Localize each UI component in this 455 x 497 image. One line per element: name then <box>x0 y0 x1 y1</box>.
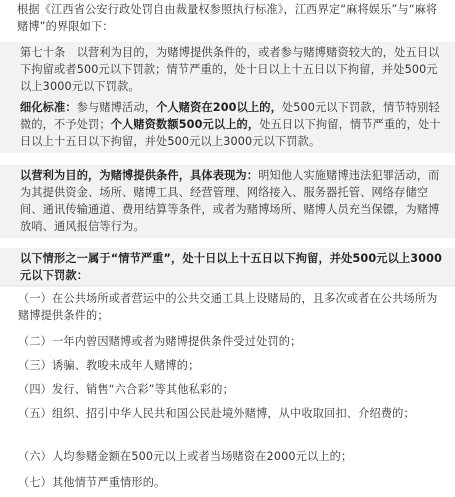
detail-bold-2: 个人赌资数额500元以上的， <box>110 118 260 131</box>
detail-standard-block <box>0 97 455 153</box>
article-70-text: 第七十条 以营利为目的，为赌博提供条件的，或者参与赌博赌资较大的，处五日以下拘留或者500元以下罚款；情节严重的，处十日以上十五日以下拘留，并处500元以上3000元以下罚款。 <box>20 46 440 93</box>
item-2: （二）一年内曾因赌博或者为赌博提供条件受过处罚的； <box>18 335 302 348</box>
item-6: （六）人均参赌金额在500元以上或者当场赌资在2000元以上的； <box>18 450 353 463</box>
provide-text: 明知他人实施赌博违法犯罪活动，而为其提供资金、场所、赌博工具、经营管理、网络接入、服务器托管、网络存储空间、通讯传输通道、费用结算等条件，或者为赌博场所、赌博人员充当保镖，为赌博放哨、通风报信等行为。 <box>20 169 440 233</box>
intro-paragraph <box>0 1 455 35</box>
detail-label: 细化标准： <box>20 101 77 114</box>
intro-text: 根据《江西省公安行政处罚自由裁量权参照执行标准》，江西界定“麻将娱乐”与“麻将赌博”的界限如下： <box>17 3 438 33</box>
item-1: （一）在公共场所或者营运中的公共交通工具上设赌局的，且多次或者在公共场所为赌博提供条件的； <box>18 292 438 322</box>
item-7: （七）其他情节严重情形的。 <box>18 476 166 489</box>
item-3: （三）诱骗、教唆未成年人赌博的； <box>18 359 200 372</box>
serious-heading: 以下情形之一属于“情节严重”，处十日以上十五日以下拘留，并处500元以上3000元以下罚款： <box>20 252 443 282</box>
provide-label: 以营利为目的，为赌博提供条件，具体表现为： <box>20 169 259 182</box>
detail-text-2: 处500元以下罚款，情节特别轻微的，不予处罚； <box>20 101 440 131</box>
article-70-block <box>0 42 455 98</box>
divider <box>0 285 455 286</box>
detail-text-1: 参与赌博活动， <box>76 101 157 114</box>
serious-heading-block <box>0 248 455 287</box>
detail-text-3: 处五日以下拘留，情节严重的，处十日以上十五日以下拘留，并处500元以上3000元以下罚款。 <box>20 118 441 148</box>
detail-bold-1: 个人赌资在200以上的， <box>156 101 282 114</box>
item-5: （五）组织、招引中华人民共和国公民赴境外赌博，从中收取回扣、介绍费的； <box>18 407 415 420</box>
provide-conditions-block <box>0 165 455 238</box>
item-4: （四）发行、销售“六合彩”等其他私彩的； <box>18 383 234 396</box>
detail-standard-text <box>20 99 443 150</box>
provide-conditions-text <box>20 167 443 235</box>
